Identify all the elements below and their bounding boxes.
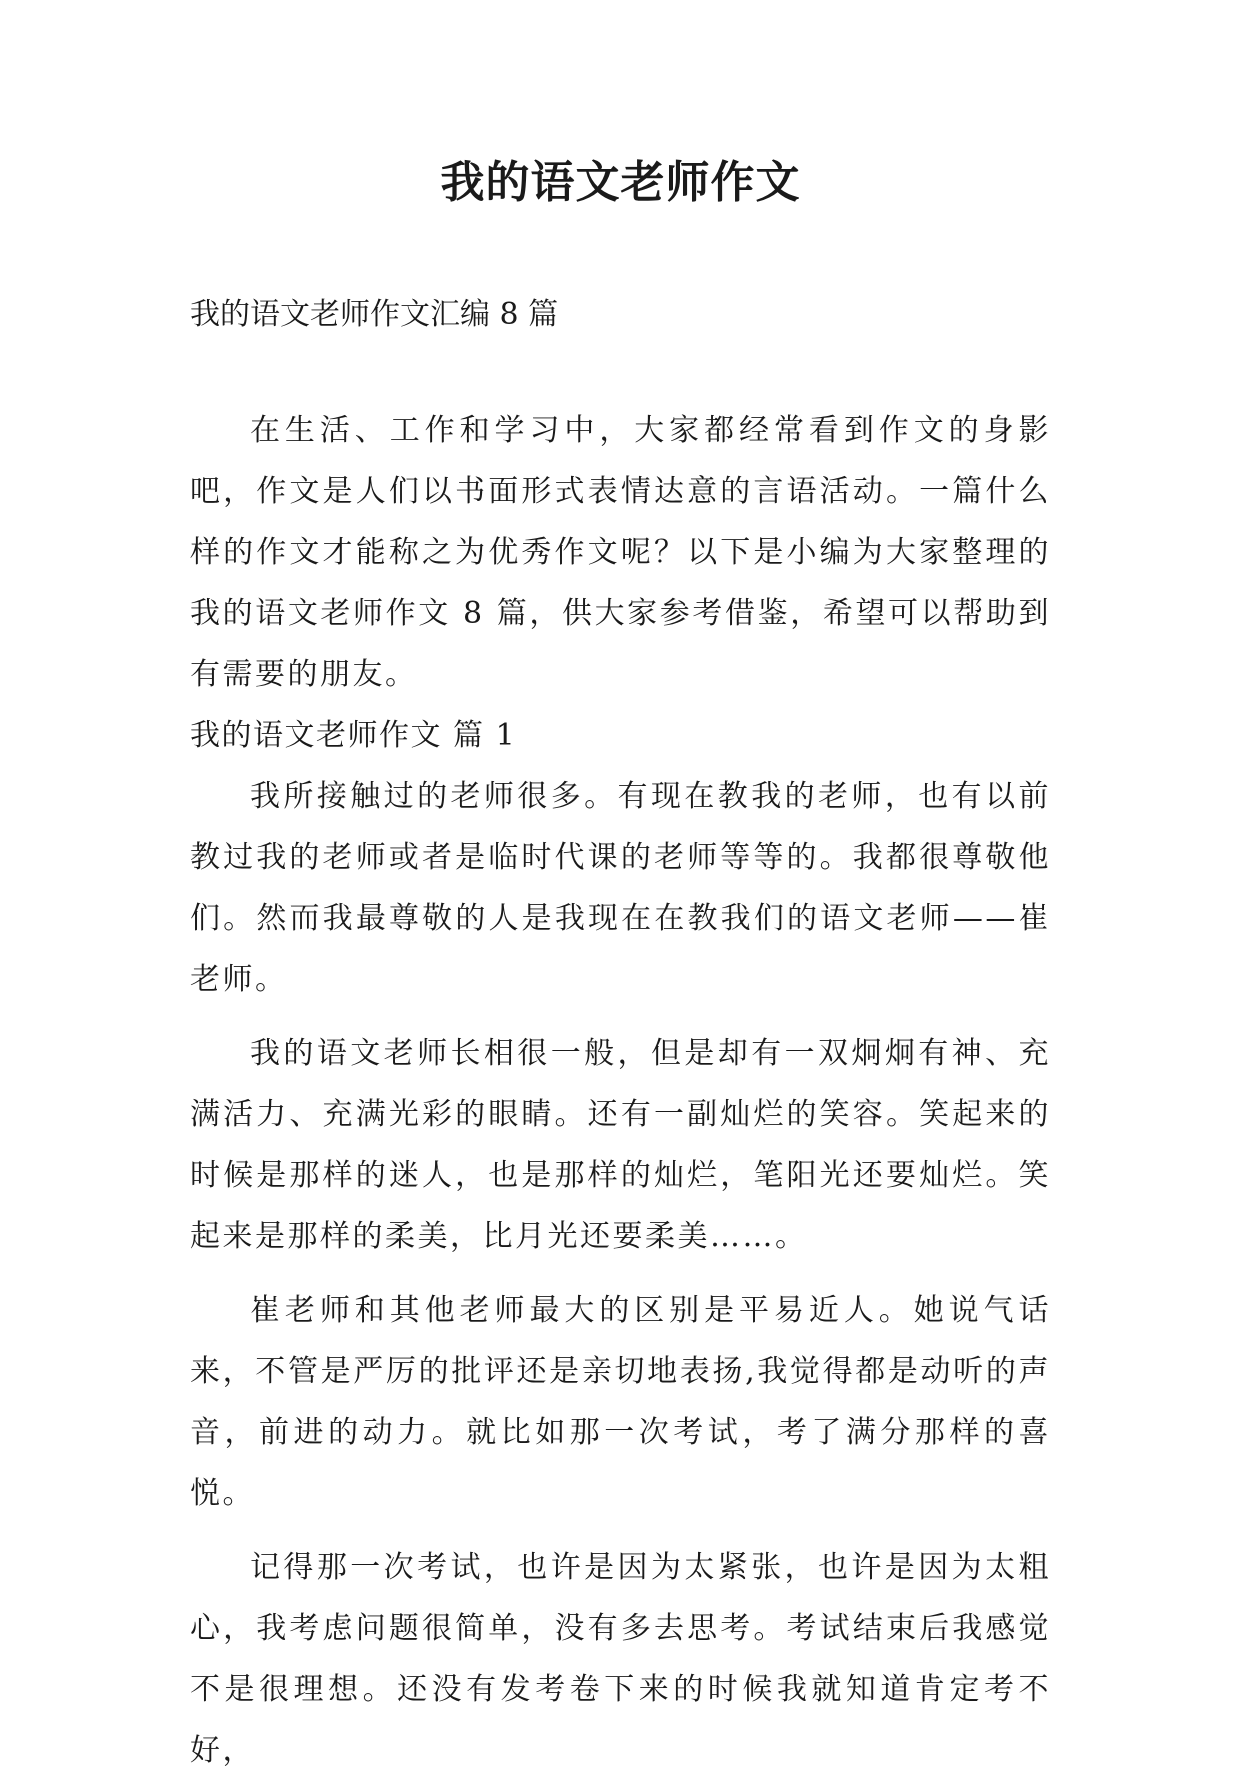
section-heading: 我的语文老师作文 篇 1	[190, 718, 517, 753]
intro-paragraph: 在生活、工作和学习中，大家都经常看到作文的身影吧，作文是人们以书面形式表情达意的言语活动。一篇什么样的作文才能称之为优秀作文呢？以下是小编为大家整理的我的语文老师作文 8 篇，供大家参考借鉴，希望可以帮助到有需要的朋友。	[190, 413, 1051, 692]
body-paragraph: 崔老师和其他老师最大的区别是平易近人。她说气话来，不管是严厉的批评还是亲切地表扬,我觉得都是动听的声音，前进的动力。就比如那一次考试，考了满分那样的喜悦。	[190, 1293, 1051, 1511]
body-paragraph: 我的语文老师长相很一般，但是却有一双炯炯有神、充满活力、充满光彩的眼睛。还有一副灿烂的笑容。笑起来的时候是那样的迷人，也是那样的灿烂，笔阳光还要灿烂。笑起来是那样的柔美，比月光还要柔美……。	[190, 1036, 1051, 1254]
body-paragraph: 记得那一次考试，也许是因为太紧张，也许是因为太粗心，我考虑问题很简单，没有多去思考。考试结束后我感觉不是很理想。还没有发考卷下来的时候我就知道肯定考不好，	[190, 1550, 1051, 1768]
document-body	[190, 400, 1051, 1781]
body-paragraph: 我所接触过的老师很多。有现在教我的老师，也有以前教过我的老师或者是临时代课的老师等等的。我都很尊敬他们。然而我最尊敬的人是我现在在教我们的语文老师——崔老师。	[190, 779, 1051, 997]
document-subtitle: 我的语文老师作文汇编 8 篇	[190, 297, 559, 332]
document-title: 我的语文老师作文	[440, 157, 801, 208]
